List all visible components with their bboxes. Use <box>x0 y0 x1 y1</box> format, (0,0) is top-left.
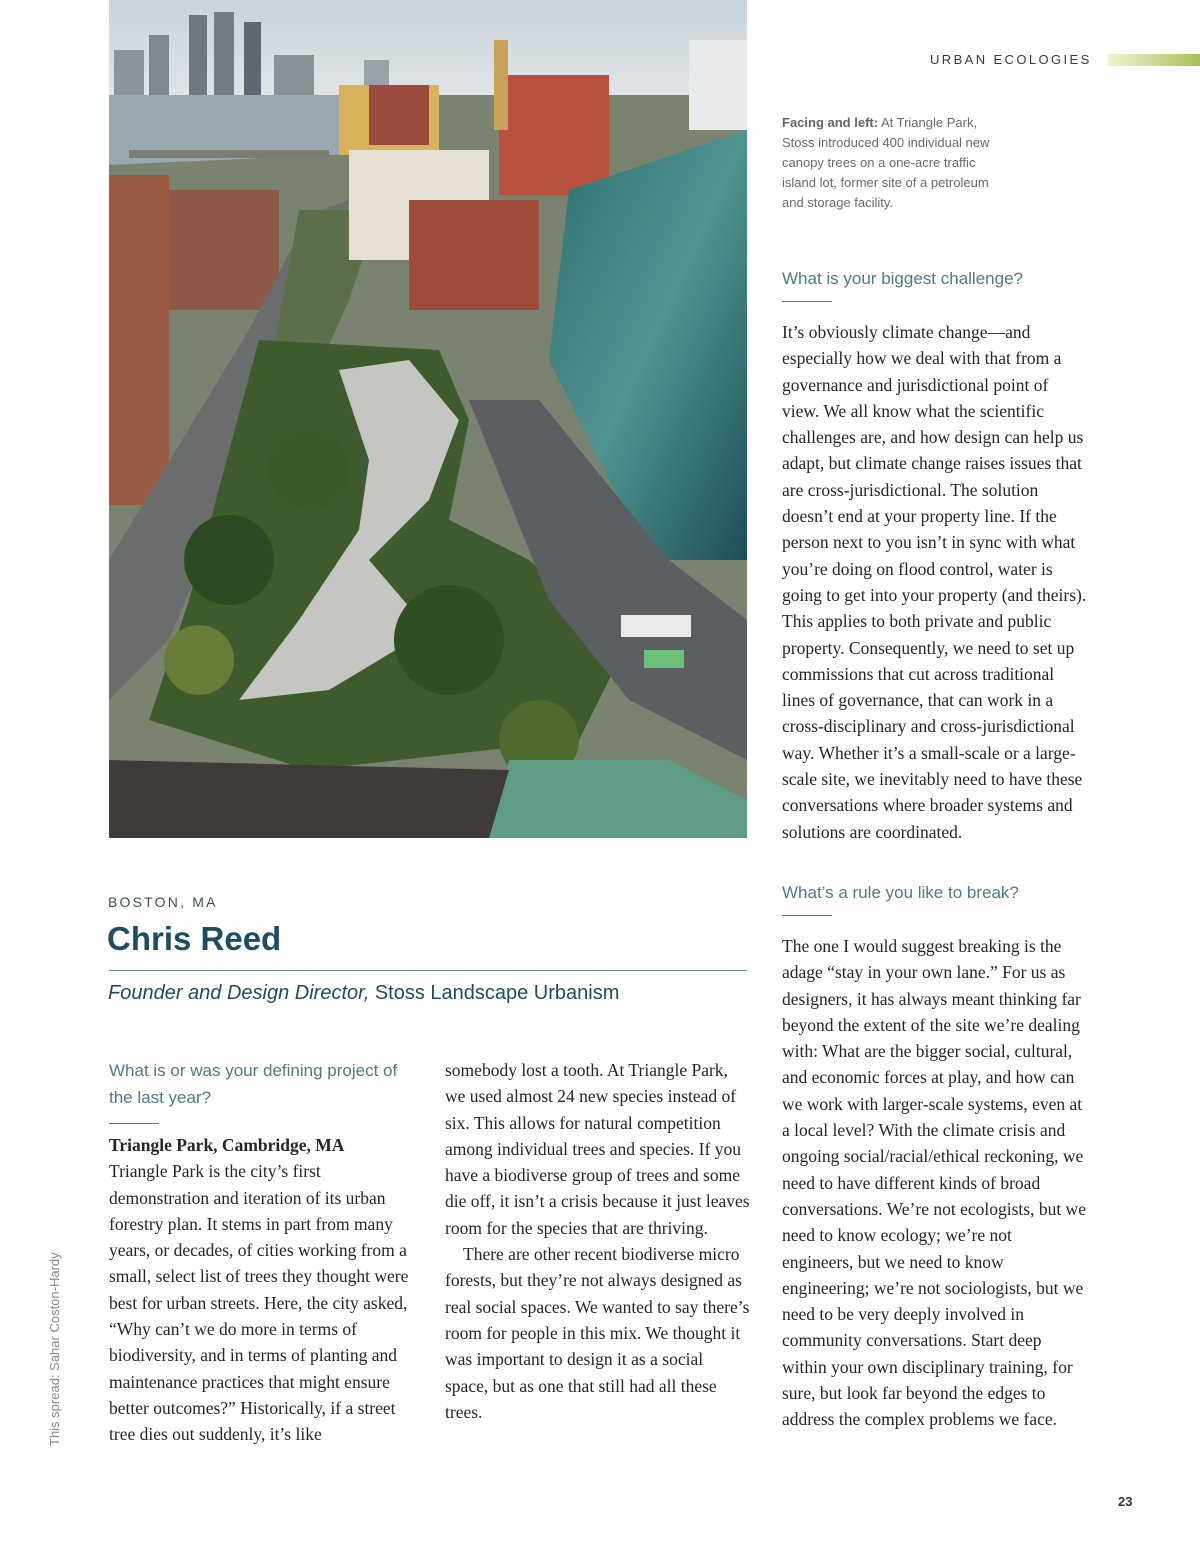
section-accent-bar <box>1108 54 1200 66</box>
aerial-park-photo-icon <box>109 0 747 838</box>
answer-biggest-challenge: It’s obviously climate change—and especially how we deal with that from a governance and jurisdictional point of view. We all know what the scientific challenges are, and how design can help us adapt, but climate change raises issues that are cross-jurisdictional. The solution doesn’t end at your property line. If the person next to you isn’t in sync with what you’re doing on flood control, water is going to get into your property (and theirs). This applies to both private and public property. Consequently, we need to set up commissions that cut across traditional lines of governance, that can work in a cross-disciplinary and cross-jurisdictional way. Whether it’s a small-scale or a large-scale site, we inevitably need to have these conversations where broader systems and solutions are coordinated. <box>782 322 1087 842</box>
section-label: URBAN ECOLOGIES <box>930 52 1092 67</box>
role-organization: Stoss Landscape Urbanism <box>374 982 620 1004</box>
photo-credit: This spread: Sahar Coston-Hardy <box>47 1252 62 1446</box>
middle-column <box>445 1057 750 1425</box>
answer-rule-to-break: The one I would suggest breaking is the adage “stay in your own lane.” For us as designers, it has always meant thinking far beyond the extent of the site we’re dealing with: What are the bigger social, cultural, and economic forces at play, and how can we work with larger-scale systems, even at a local level? With the climate crisis and ongoing social/racial/ethical reckoning, we need to have different kinds of broad conversations. We’re not ecologists, but we need to know ecology; we’re not engineers, but we need to know engineering; we’re not sociologists, but we need to be very deeply involved in community conversations. Start deep within your own disciplinary training, for sure, but look far beyond the edges to address the complex problems we face. <box>782 935 1086 1430</box>
location-label: BOSTON, MA <box>108 894 218 910</box>
caption-lead: Facing and left: <box>782 115 879 130</box>
project-title: Triangle Park, Cambridge, MA <box>109 1135 345 1155</box>
profile-name: Chris Reed <box>107 920 282 957</box>
answer-defining-project-part1: Triangle Park is the city’s first demonstration and iteration of its urban forestry plan. It stems in part from many years, or decades, of cities working from a small, select list of trees they thought were best for urban streets. Here, the city asked, “Why can’t we do more in terms of biodiversity, and in terms of planting and maintenance practices that might ensure better outcomes?” Historically, if a street tree dies out suddenly, it’s like <box>109 1161 409 1445</box>
name-divider <box>109 970 747 971</box>
answer-defining-project-part3: There are other recent biodiverse micro forests, but they’re not always designed as real social spaces. We wanted to say there’s room for people in this mix. We thought it was important to design it as a social space, but as one that still had all these trees. <box>445 1244 750 1422</box>
page-number: 23 <box>1118 1494 1133 1509</box>
question-divider <box>782 915 832 916</box>
profile-role <box>108 982 619 1005</box>
left-column <box>109 1057 419 1448</box>
question-defining-project: What is or was your defining project of the last year? <box>109 1061 398 1107</box>
question-biggest-challenge: What is your biggest challenge? <box>782 269 1023 288</box>
aerial-park-photo <box>109 0 747 838</box>
question-divider <box>109 1123 159 1124</box>
answer-defining-project-part2: somebody lost a tooth. At Triangle Park, we used almost 24 new species instead of six. This allows for natural competition among individual trees and species. If you have a biodiverse group of trees and some die off, it isn’t a crisis because it just leaves room for the species that are thriving. <box>445 1060 750 1238</box>
caption-text: At Triangle Park, Stoss introduced 400 individual new canopy trees on a one-acre traffic island lot, former site of a petroleum and storage facility. <box>782 115 990 210</box>
photo-caption <box>782 113 1008 213</box>
role-title: Founder and Design Director, <box>108 982 370 1004</box>
right-column <box>782 265 1087 1433</box>
question-rule-to-break: What’s a rule you like to break? <box>782 882 1019 902</box>
question-divider <box>782 301 832 302</box>
